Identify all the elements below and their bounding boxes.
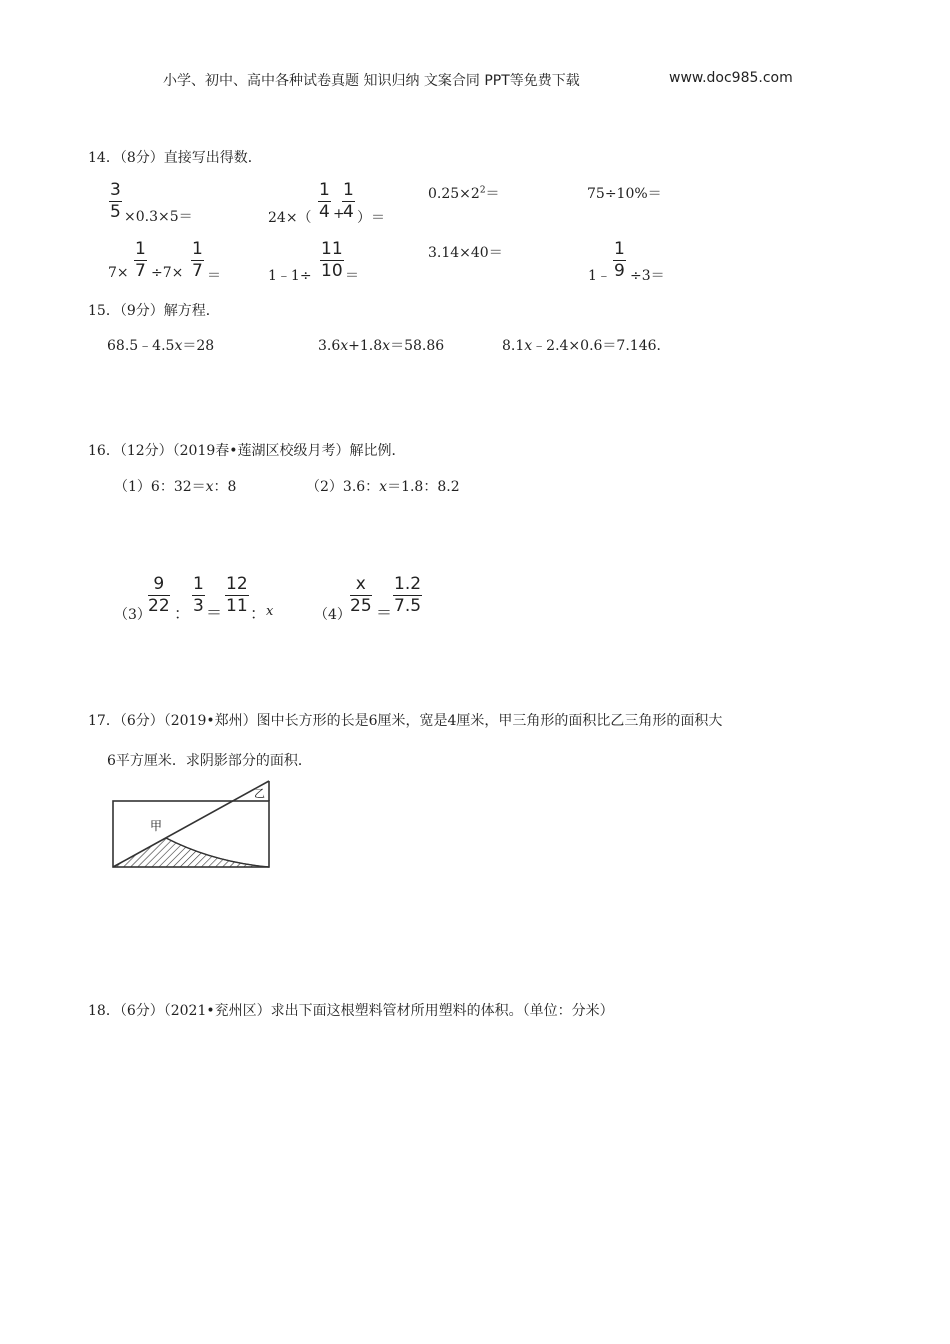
q16-p3-x: x bbox=[266, 604, 274, 619]
q16-p1-x: x bbox=[205, 479, 214, 495]
q16-p4-label: （4） bbox=[314, 607, 351, 623]
q16-p2 bbox=[306, 476, 460, 496]
q17-figure bbox=[108, 776, 280, 872]
q14-e8-num: 1 bbox=[614, 239, 625, 259]
q14-e5-mid: ÷7× bbox=[151, 265, 184, 281]
q15-eq2 bbox=[318, 335, 444, 355]
q15-eq2-x2: x bbox=[382, 338, 391, 354]
header-banner: 小学、初中、高中各种试卷真题 知识归纳 文案合同 PPT等免费下载 bbox=[163, 73, 580, 89]
q14-e5-f1-den: 7 bbox=[135, 261, 146, 281]
q15-title: 15．（9分）解方程． bbox=[88, 303, 220, 319]
q17-line1: 17．（6分）（2019•郑州）图中长方形的长是6厘米，宽是4厘米，甲三角形的面积比乙三角形的面积大 bbox=[88, 713, 723, 729]
q16-p2-b: ＝1.8：8.2 bbox=[387, 479, 460, 495]
q14-e1-rest: ×0.3×5＝ bbox=[124, 209, 193, 225]
q14-e5-f1-num: 1 bbox=[135, 239, 146, 259]
q16-p3-f1 bbox=[148, 576, 170, 615]
q14-e5-pre: 7× bbox=[108, 265, 129, 281]
q15-eq1 bbox=[107, 335, 214, 355]
q14-e2-post: ）＝ bbox=[357, 210, 385, 226]
q14-e6-pre: 1﹣1÷ bbox=[268, 268, 312, 284]
q16-title: 16．（12分）（2019春•莲湖区校级月考）解比例． bbox=[88, 443, 406, 459]
q16-p3-f3-den: 11 bbox=[226, 596, 248, 616]
q16-p1-b: ：8 bbox=[213, 479, 237, 495]
q14-e2-pre: 24×（ bbox=[268, 210, 312, 226]
q16-p2-x: x bbox=[379, 479, 388, 495]
q16-p1 bbox=[114, 476, 236, 496]
q14-e1-fraction bbox=[109, 182, 122, 221]
q14-e6-den: 10 bbox=[321, 261, 343, 281]
q15-eq3-x: x bbox=[524, 338, 533, 354]
q14-e3 bbox=[428, 183, 500, 203]
q16-p4-f1 bbox=[350, 576, 372, 615]
q15-eq1-a: 68.5﹣4.5 bbox=[107, 338, 175, 354]
q14-e2-f1-den: 4 bbox=[319, 202, 330, 222]
q14-e2-plus: + bbox=[333, 206, 345, 222]
q14-e7: 3.14×40＝ bbox=[428, 245, 503, 261]
q16-p4-f2-den: 7.5 bbox=[394, 596, 422, 616]
q14-e6-post: ＝ bbox=[345, 268, 359, 284]
q14-e5-f2-num: 1 bbox=[192, 239, 203, 259]
q17-shaded-region bbox=[113, 838, 269, 867]
q16-p4-f1-num: x bbox=[355, 574, 366, 594]
q16-p3-f3-num: 12 bbox=[226, 574, 248, 594]
q16-p3-f2-den: 3 bbox=[193, 596, 204, 616]
q16-p3-colon1: ： bbox=[174, 604, 191, 623]
q16-p3-label: （3） bbox=[114, 607, 151, 623]
q14-e3-post: ＝ bbox=[485, 186, 500, 202]
q14-e1-num: 3 bbox=[110, 180, 121, 200]
q14-e8-fraction bbox=[613, 241, 626, 280]
q16-p4-f1-den: 25 bbox=[350, 596, 372, 616]
q16-p4-f2 bbox=[393, 576, 422, 615]
q14-e1-den: 5 bbox=[110, 202, 121, 222]
q16-p3-f1-num: 9 bbox=[153, 574, 165, 594]
q15-eq2-x1: x bbox=[340, 338, 349, 354]
q14-e6-num: 11 bbox=[321, 239, 343, 259]
q16-p3-f1-den: 22 bbox=[148, 596, 170, 616]
q16-p3-colon2: ： bbox=[250, 604, 267, 623]
q18-title: 18．（6分）（2021•兖州区）求出下面这根塑料管材所用塑料的体积。（单位：分米） bbox=[88, 1003, 614, 1019]
q15-eq3-a: 8.1 bbox=[502, 338, 525, 354]
q14-e3-exp: 2 bbox=[479, 185, 486, 196]
q14-title: 14．（8分）直接写出得数． bbox=[88, 150, 262, 166]
q17-line2: 6平方厘米．求阴影部分的面积． bbox=[107, 753, 312, 769]
q15-eq2-b: +1.8 bbox=[348, 338, 383, 354]
q14-e2-f2-num: 1 bbox=[343, 180, 354, 200]
q14-e4: 75÷10%＝ bbox=[587, 186, 662, 202]
q14-e5-post: ＝ bbox=[207, 268, 221, 284]
q16-p3-f3 bbox=[225, 576, 249, 615]
q15-eq3 bbox=[502, 335, 671, 355]
q15-eq1-x: x bbox=[174, 338, 183, 354]
q14-e6-fraction bbox=[320, 241, 344, 280]
q15-eq2-a: 3.6 bbox=[318, 338, 341, 354]
q16-p1-a: （1）6：32＝ bbox=[114, 479, 206, 495]
q16-p3-f2-num: 1 bbox=[193, 574, 204, 594]
q17-label-jia: 甲 bbox=[150, 819, 163, 833]
q16-p4-eq: ＝ bbox=[376, 603, 393, 622]
q14-e2-f2-den: 4 bbox=[343, 202, 354, 222]
q15-eq3-b: ﹣2.4×0.6＝7.146． bbox=[532, 338, 671, 354]
q16-p4-f2-num: 1.2 bbox=[394, 574, 422, 594]
q15-eq2-c: ＝58.86 bbox=[390, 338, 445, 354]
q14-e5-f2 bbox=[191, 241, 204, 280]
q14-e5-f2-den: 7 bbox=[192, 261, 203, 281]
q16-p2-a: （2）3.6： bbox=[306, 479, 380, 495]
q15-eq1-b: ＝28 bbox=[182, 338, 215, 354]
q14-e2-f1 bbox=[318, 182, 331, 221]
q14-e5-f1 bbox=[134, 241, 147, 280]
q14-e2-f2 bbox=[342, 182, 355, 221]
q14-e8-post: ÷3＝ bbox=[630, 268, 665, 284]
q14-e3-base: 0.25×2 bbox=[428, 186, 480, 202]
q14-e2-f1-num: 1 bbox=[319, 180, 330, 200]
q16-p3-eq: ＝ bbox=[206, 603, 223, 622]
header-site-link[interactable]: www.doc985.com bbox=[669, 70, 793, 86]
q17-label-yi: 乙 bbox=[254, 787, 265, 800]
q14-e8-den: 9 bbox=[614, 261, 625, 281]
q14-e8-pre: 1﹣ bbox=[588, 268, 611, 284]
q16-p3-f2 bbox=[192, 576, 205, 615]
